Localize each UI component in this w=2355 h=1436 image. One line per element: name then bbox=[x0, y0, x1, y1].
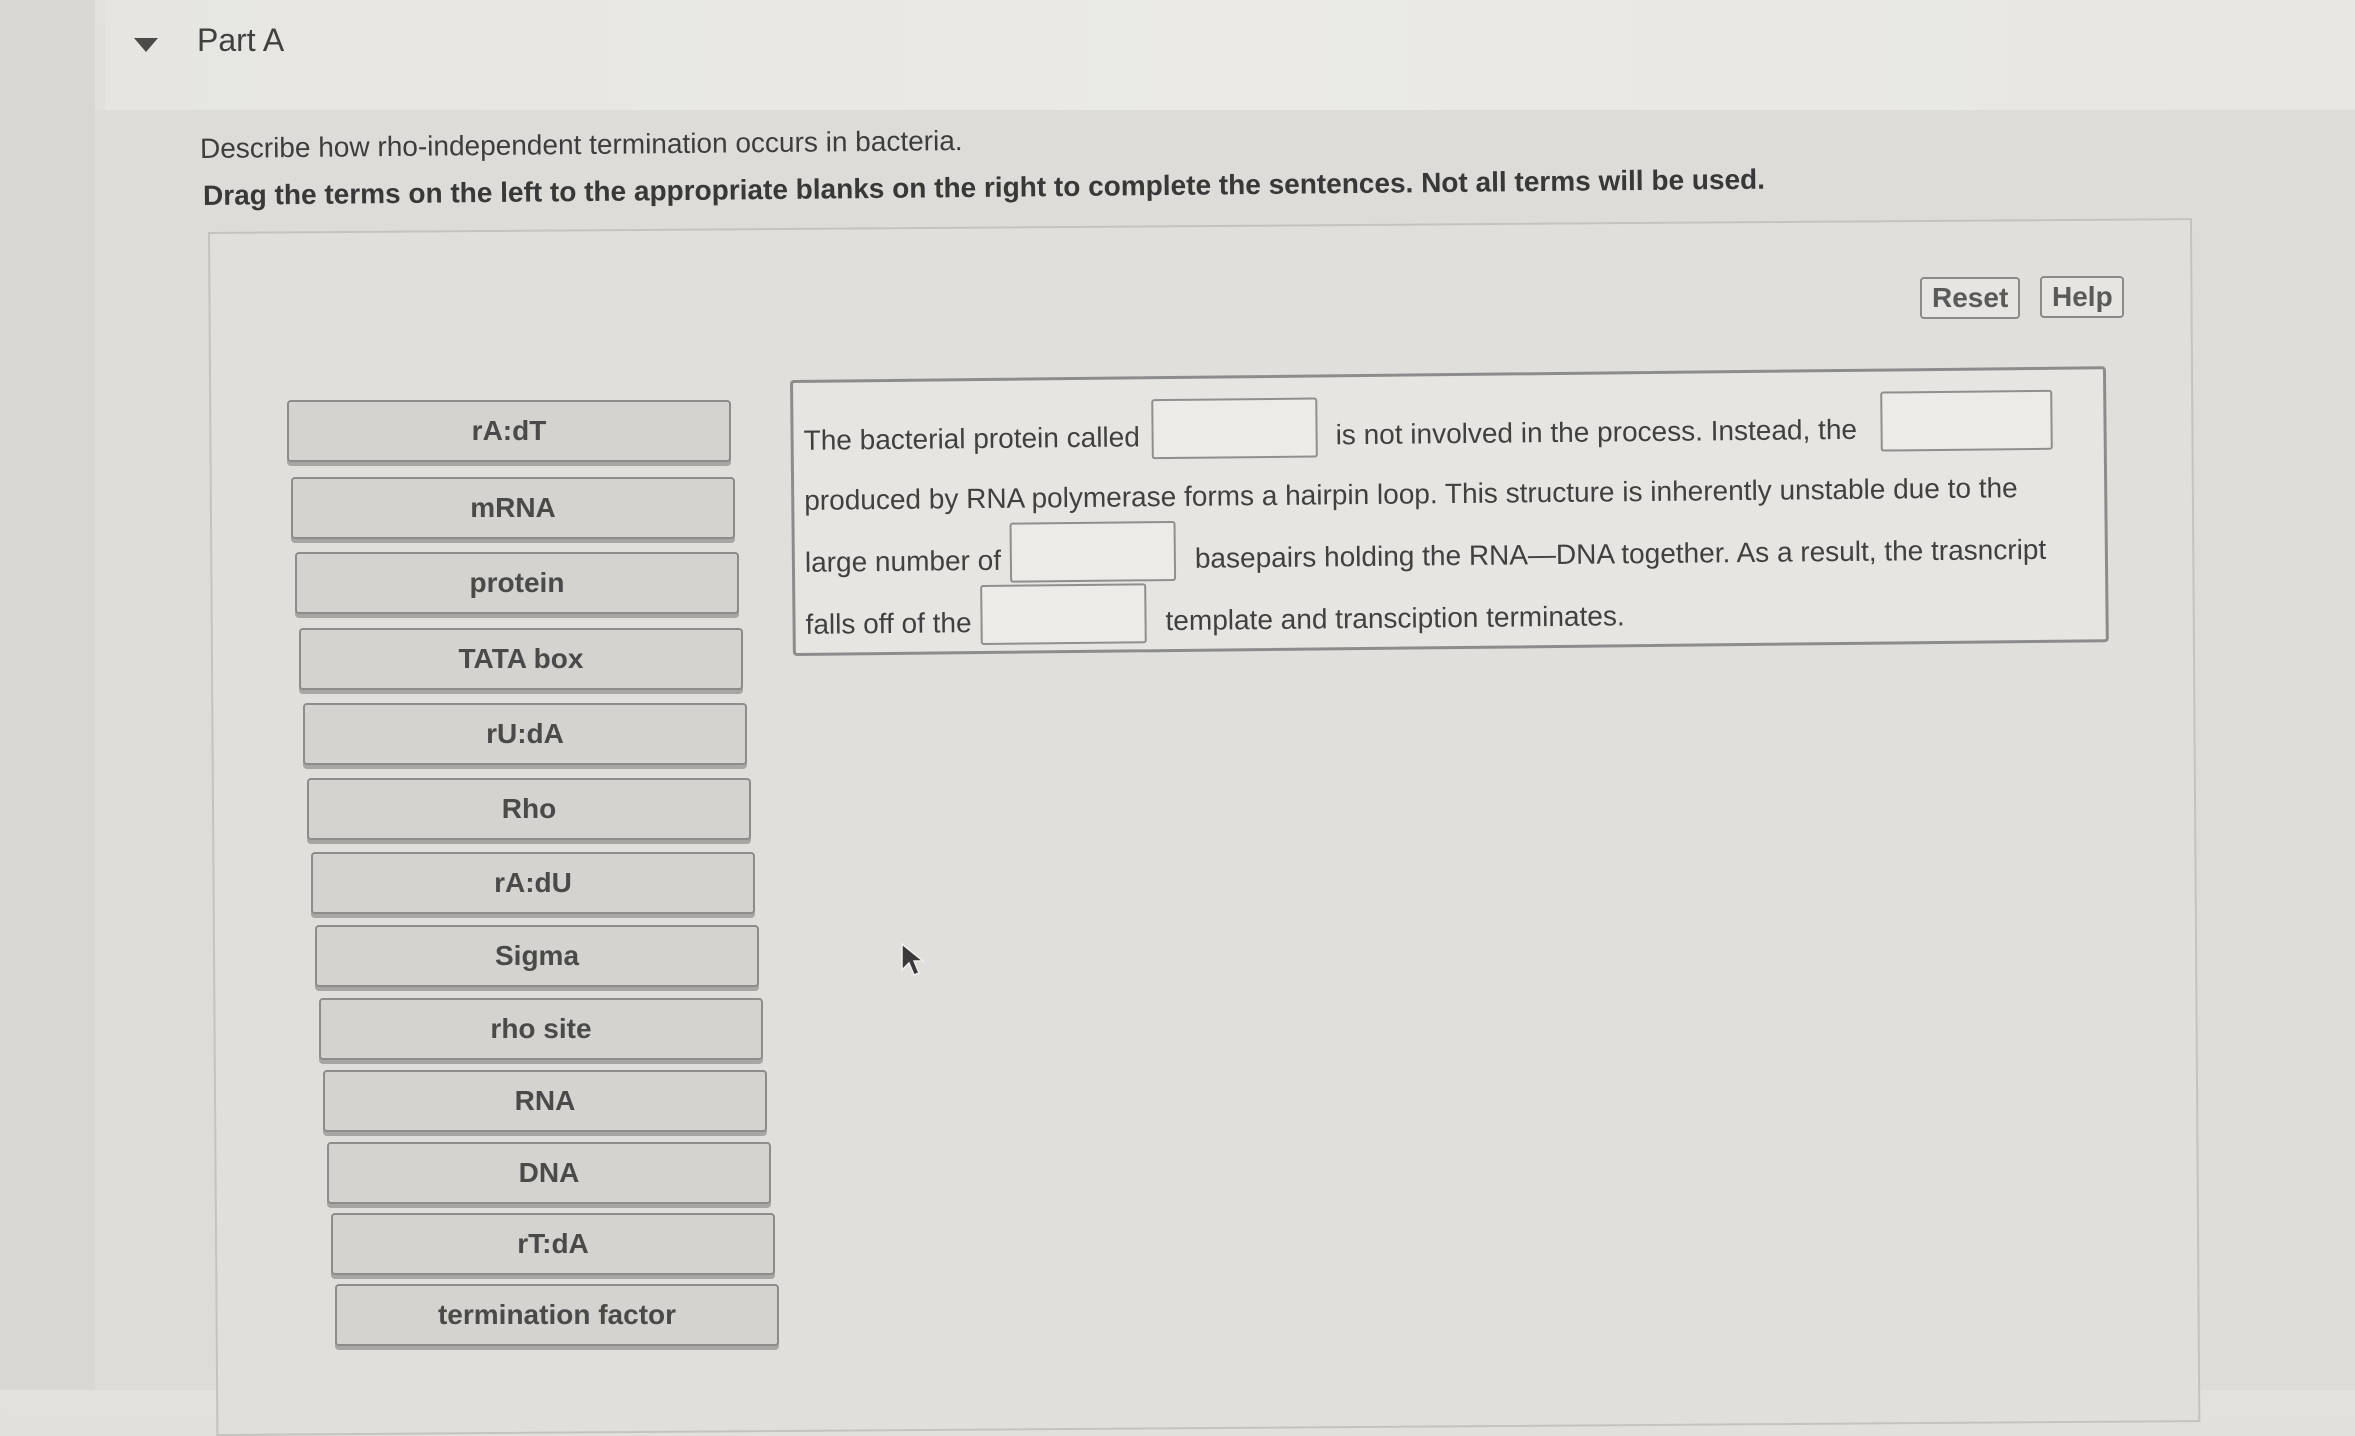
sentence-text: basepairs holding the RNA—DNA together. As a result, the trasncript bbox=[1194, 533, 2047, 574]
term-tile[interactable]: mRNA bbox=[291, 477, 735, 539]
term-tile[interactable]: Rho bbox=[307, 778, 751, 840]
triangle-down-icon[interactable] bbox=[132, 36, 160, 54]
term-tile[interactable]: rA:dT bbox=[287, 400, 731, 462]
sentence-text: is not involved in the process. Instead, the bbox=[1335, 413, 1858, 451]
left-strip bbox=[0, 0, 95, 1390]
drop-blank-1[interactable] bbox=[1151, 397, 1318, 459]
term-tile[interactable]: rU:dA bbox=[303, 703, 747, 765]
sentence-text: falls off of the bbox=[805, 607, 972, 640]
part-title: Part A bbox=[197, 22, 285, 58]
part-header[interactable] bbox=[105, 0, 2355, 110]
sentence-text: produced by RNA polymerase forms a hairpin loop. This structure is inherently unstable due to the bbox=[804, 472, 2018, 516]
reset-button[interactable]: Reset bbox=[1920, 277, 2020, 319]
term-tile[interactable]: RNA bbox=[323, 1070, 767, 1132]
sentence-text: template and transciption terminates. bbox=[1165, 600, 1625, 637]
term-tile[interactable]: rho site bbox=[319, 998, 763, 1060]
help-button[interactable]: Help bbox=[2040, 276, 2124, 318]
term-tile[interactable]: protein bbox=[295, 552, 739, 614]
sentence-box bbox=[790, 366, 2109, 656]
sentence-text: The bacterial protein called bbox=[803, 421, 1140, 456]
question-prompt: Describe how rho-independent termination occurs in bacteria. bbox=[199, 125, 963, 164]
term-tile[interactable]: rA:dU bbox=[311, 852, 755, 914]
question-instructions: Drag the terms on the left to the appropriate blanks on the right to complete the sentences. Not all terms will be used. bbox=[202, 163, 1766, 211]
drop-blank-3[interactable] bbox=[1010, 521, 1177, 583]
term-tile[interactable]: Sigma bbox=[315, 925, 759, 987]
term-tile[interactable]: rT:dA bbox=[331, 1213, 775, 1275]
drop-blank-2[interactable] bbox=[1880, 390, 2053, 452]
term-tile[interactable]: DNA bbox=[327, 1142, 771, 1204]
mouse-pointer-icon bbox=[900, 942, 924, 978]
term-tile[interactable]: TATA box bbox=[299, 628, 743, 690]
term-tile[interactable]: termination factor bbox=[335, 1284, 779, 1346]
sentence-text: large number of bbox=[804, 544, 1002, 578]
drop-blank-4[interactable] bbox=[980, 583, 1147, 645]
